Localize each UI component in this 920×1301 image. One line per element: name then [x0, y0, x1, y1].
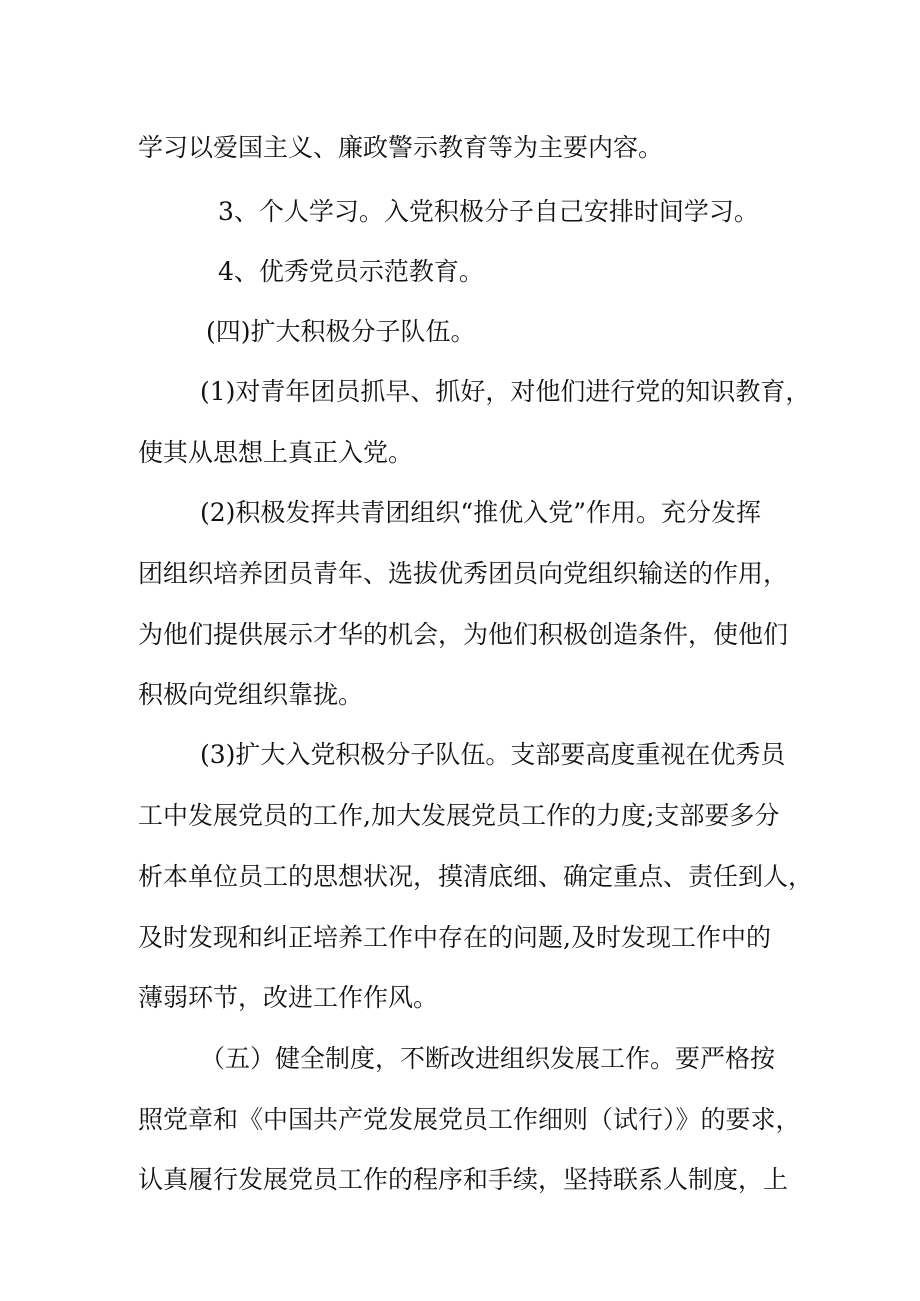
text-line: 为他们提供展示才华的机会，为他们积极创造条件，使他们 — [138, 620, 789, 649]
text-line: 使其从思想上真正入党。 — [138, 438, 414, 467]
text-line: (2)积极发挥共青团组织“推优入党”作用。充分发挥 — [200, 498, 761, 527]
text-line: 积极向党组织靠拢。 — [138, 680, 364, 709]
text-line: 4、优秀党员示范教育。 — [218, 257, 484, 286]
text-line: 照党章和《中国共产党发展党员工作细则（试行）》的要求， — [138, 1105, 801, 1134]
text-line: 认真履行发展党员工作的程序和手续，坚持联系人制度，上 — [138, 1165, 789, 1194]
text-line: 3、个人学习。入党积极分子自己安排时间学习。 — [218, 197, 759, 226]
text-line: 析本单位员工的思想状况，摸清底细、确定重点、责任到人， — [138, 862, 814, 891]
text-line: 工中发展党员的工作,加大发展党员工作的力度;支部要多分 — [138, 801, 780, 830]
text-line: 及时发现和纠正培养工作中存在的问题,及时发现工作中的 — [138, 923, 771, 952]
text-line: (1)对青年团员抓早、抓好，对他们进行党的知识教育， — [200, 377, 811, 406]
text-line: 薄弱环节，改进工作作风。 — [138, 983, 439, 1012]
text-line: 学习以爱国主义、廉政警示教育等为主要内容。 — [138, 133, 664, 162]
text-line: （五）健全制度，不断改进组织发展工作。要严格按 — [200, 1044, 776, 1073]
text-line: (3)扩大入党积极分子队伍。支部要高度重视在优秀员 — [200, 740, 786, 769]
text-line: 团组织培养团员青年、选拔优秀团员向党组织输送的作用， — [138, 559, 789, 588]
text-line: (四)扩大积极分子队伍。 — [206, 317, 476, 346]
